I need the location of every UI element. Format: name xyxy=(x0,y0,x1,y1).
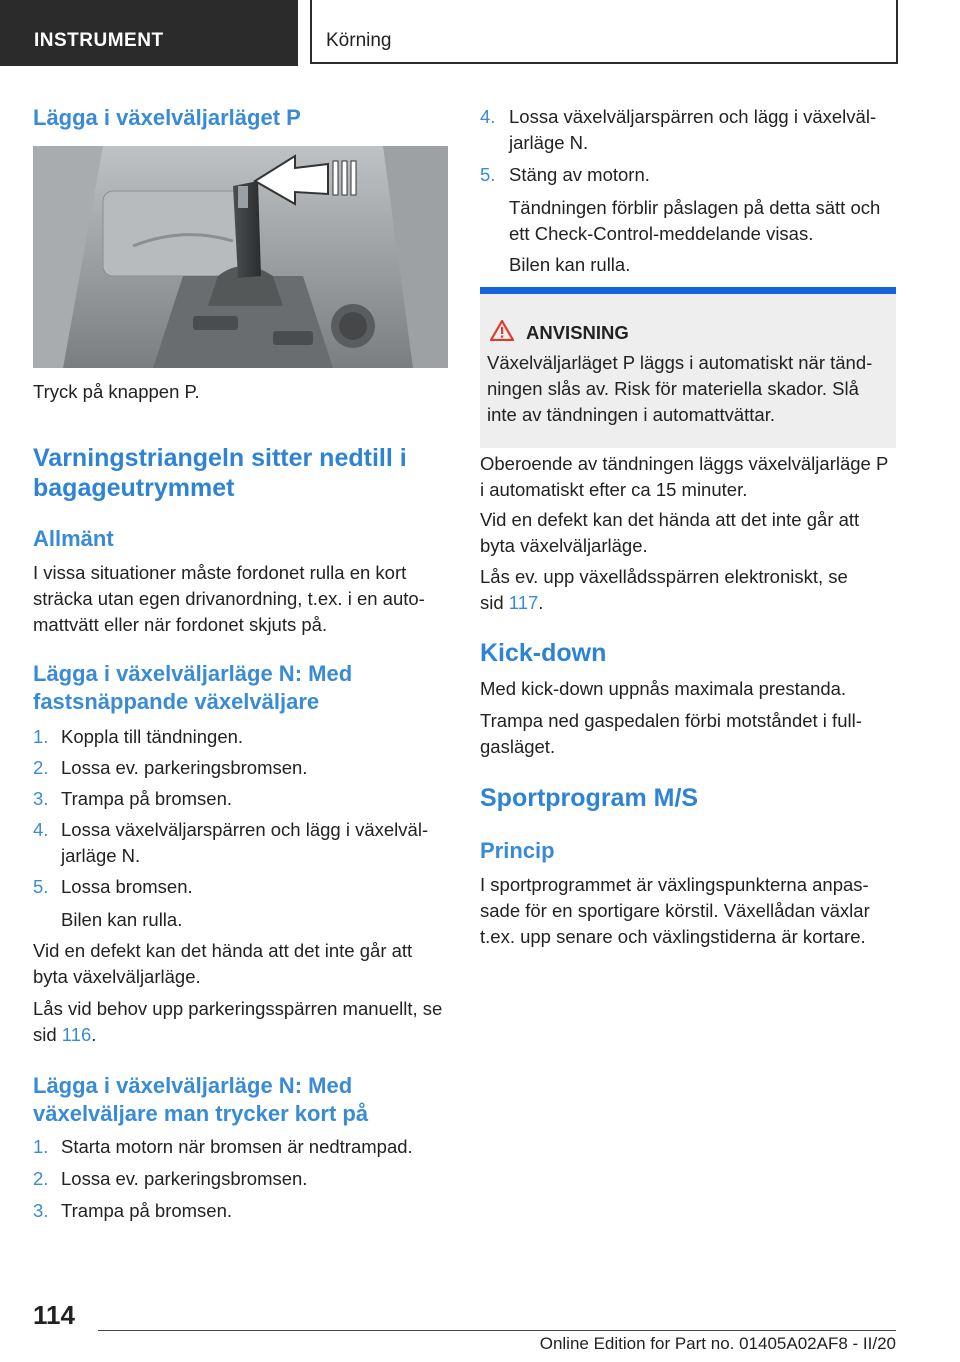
step-number: 4. xyxy=(33,819,49,840)
step-text: Lossa bromsen. xyxy=(61,876,193,897)
kickdown-paragraph: Trampa ned gaspedalen förbi motståndet i fullgasläget. xyxy=(480,710,862,757)
general-paragraph: I vissa situationer måste fordonet rulla en kort sträcka utan egen drivanordning, t.ex. i en automattvätt eller när fordonet skjuts på. xyxy=(33,562,425,635)
notice-box xyxy=(480,287,896,448)
edition-note: Online Edition for Part no. 01405A02AF8 - II/20 xyxy=(539,1334,896,1353)
step-number: 5. xyxy=(33,876,49,897)
heading-neutral-latching: Lägga i växelväljarläge N: Med fastsnäppande växelväljare xyxy=(33,661,353,714)
unlock-paragraph: Lås ev. upp växellådsspärren elektroniskt, se sid 117. xyxy=(480,566,848,613)
step-number: 3. xyxy=(33,788,49,809)
section-label: INSTRUMENT xyxy=(34,30,164,51)
defect-paragraph: Vid en defekt kan det hända att det inte går att byta växelväljarläge. xyxy=(480,509,860,556)
photo-caption: Tryck på knappen P. xyxy=(33,381,200,402)
unlock-paragraph: Lås vid behov upp parkeringsspärren manuellt, se sid 116. xyxy=(33,998,443,1045)
step-number: 1. xyxy=(33,1136,49,1157)
step-number: 5. xyxy=(480,164,496,185)
heading-warning-triangle: Varningstriangeln sitter nedtill i bagageutrymmet xyxy=(33,444,407,502)
page-header xyxy=(0,0,960,66)
step-text: Stäng av motorn. xyxy=(509,164,650,185)
page-number: 114 xyxy=(33,1300,75,1330)
subsection-tab xyxy=(310,0,898,64)
step-note: Bilen kan rulla. xyxy=(509,254,631,275)
step-number: 2. xyxy=(33,757,49,778)
heading-sport-program: Sportprogram M/S xyxy=(480,784,699,812)
principle-paragraph: I sportprogrammet är växlingspunkterna anpassade för en sportigare körstil. Växellådan växlar t.ex. upp senare och växlingstiderna är kortare. xyxy=(480,874,870,947)
defect-paragraph: Vid en defekt kan det hända att det inte går att byta växelväljarläge. xyxy=(33,940,413,987)
step-text: Trampa på bromsen. xyxy=(61,1200,233,1221)
warning-icon xyxy=(490,319,514,341)
heading-kickdown: Kick-down xyxy=(480,639,607,667)
step-note: Bilen kan rulla. xyxy=(61,909,183,930)
notice-text: Växelväljarläget P läggs i automatiskt när tändningen slås av. Risk för materiella skador. Slå inte av tändningen i automattvättar. xyxy=(487,352,873,425)
footer-rule xyxy=(98,1330,896,1331)
section-tab xyxy=(0,0,298,66)
kickdown-paragraph: Med kick-down uppnås maximala prestanda. xyxy=(480,678,847,699)
step-number: 4. xyxy=(480,106,496,127)
page-ref-link[interactable]: 117 xyxy=(508,592,539,613)
page-ref-link[interactable]: 116 xyxy=(61,1024,92,1045)
heading-general: Allmänt xyxy=(33,526,114,551)
step-text: Lossa växelväljarspärren och lägg i växelväljarläge N. xyxy=(61,819,429,866)
step-text: Trampa på bromsen. xyxy=(61,788,233,809)
step-number: 3. xyxy=(33,1200,49,1221)
independent-paragraph: Oberoende av tändningen läggs växelväljarläge P i automatiskt efter ca 15 minuter. xyxy=(480,453,888,500)
step-note: Tändningen förblir påslagen på detta sätt och ett Check-Control-meddelande visas. xyxy=(509,197,881,244)
heading-park: Lägga i växelväljarläget P xyxy=(33,105,301,130)
step-number: 1. xyxy=(33,726,49,747)
step-text: Koppla till tändningen. xyxy=(61,726,244,747)
gear-selector-photo xyxy=(33,146,448,368)
notice-title: ANVISNING xyxy=(526,322,629,343)
step-text: Starta motorn när bromsen är nedtrampad. xyxy=(61,1136,413,1157)
heading-principle: Princip xyxy=(480,838,555,863)
subsection-label: Körning xyxy=(326,30,392,51)
step-text: Lossa ev. parkeringsbromsen. xyxy=(61,1168,308,1189)
step-number: 2. xyxy=(33,1168,49,1189)
step-text: Lossa ev. parkeringsbromsen. xyxy=(61,757,308,778)
heading-neutral-short: Lägga i växelväljarläge N: Med växelväljare man trycker kort på xyxy=(33,1073,369,1126)
unlock-text: Lås ev. upp växellådsspärren elektroniskt, se sid xyxy=(480,566,848,613)
step-text: Lossa växelväljarspärren och lägg i växelväljarläge N. xyxy=(509,106,877,153)
unlock-text: Lås vid behov upp parkeringsspärren manuellt, se sid xyxy=(33,998,443,1045)
